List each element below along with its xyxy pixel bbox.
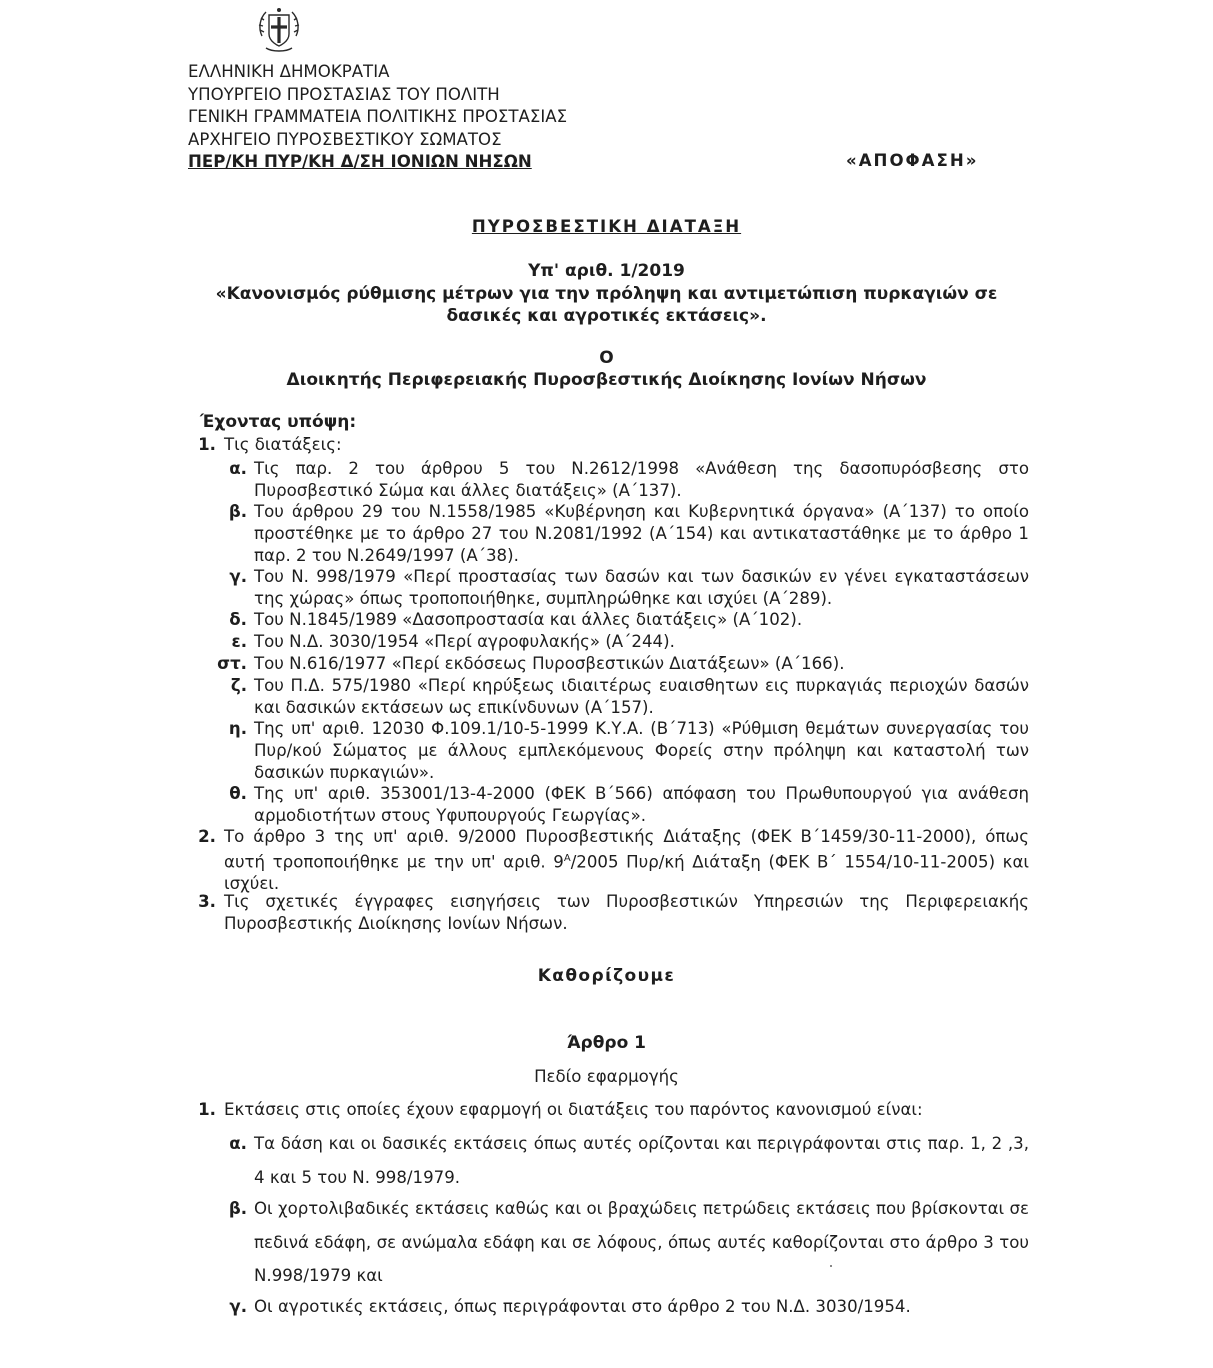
subitem-text: Του Ν.Δ. 3030/1954 «Περί αγροφυλακής» (Α΄244).: [254, 632, 675, 651]
document-subject: [0, 283, 1213, 327]
subject-line: δασικές και αγροτικές εκτάσεις».: [446, 306, 767, 326]
item-text-part: Το άρθρο 3 της υπ' αριθ. 9/2000 Πυροσβεστικής Διάταξης (ΦΕΚ Β΄1459/30-11-2000), όπως αυτή τροποποιήθηκε με την υπ' αριθ. 9: [224, 827, 1029, 872]
directorate-name: ΠΕΡ/ΚΗ ΠΥΡ/ΚΗ Δ/ΣΗ ΙΟΝΙΩΝ ΝΗΣΩΝ: [188, 152, 532, 171]
hellenic-republic-emblem: [256, 6, 302, 56]
document-number: Υπ' αριθ. 1/2019: [528, 261, 685, 281]
item-text: Εκτάσεις στις οποίες έχουν εφαρμογή οι διατάξεις του παρόντος κανονισμού είναι:: [224, 1100, 923, 1119]
item-label: 1.: [198, 435, 216, 454]
subitem-label: θ.: [229, 784, 247, 803]
superscript: Α: [563, 852, 571, 864]
item-text-part: /2005 Πυρ/κή Διάταξη (ΦΕΚ Β΄ 1554/10-11-2005) και ισχύει.: [224, 852, 1030, 894]
subitem-label: β.: [228, 502, 247, 521]
article-o: Ο: [599, 348, 614, 368]
subitem-text: Του Π.Δ. 575/1980 «Περί κηρύξεως ιδιαιτέρως ευαισθητων εις πυρκαγιάς περιοχών δασών και δασικών εκτάσεων ως επικίνδυνων (Α΄157).: [254, 676, 1029, 717]
article-title: Άρθρο 1: [567, 1033, 646, 1053]
subitem-label: ζ.: [230, 676, 247, 695]
subitem-label: γ.: [229, 1297, 247, 1316]
header-line: ΥΠΟΥΡΓΕΙΟ ΠΡΟΣΤΑΣΙΑΣ ΤΟΥ ΠΟΛΙΤΗ: [188, 84, 500, 104]
decide-heading: Καθορίζουμε: [537, 966, 676, 986]
header-line: ΓΕΝΙΚΗ ΓΡΑΜΜΑΤΕΙΑ ΠΟΛΙΤΙΚΗΣ ΠΡΟΣΤΑΣΙΑΣ: [188, 107, 568, 126]
issuer-header: [188, 61, 567, 174]
subitem-label: ε.: [231, 632, 247, 651]
subitem-text: Του άρθρου 29 του Ν.1558/1985 «Κυβέρνηση και Κυβερνητικά όργανα» (Α΄137) το οποίο προστέθηκε με το άρθρο 27 του Ν.2081/1992 (Α΄154) και αντικαταστάθηκε με το άρθρο 1 παρ. 2 του Ν.2649/1997 (Α΄38).: [254, 502, 1029, 565]
header-line: ΑΡΧΗΓΕΙΟ ΠΥΡΟΣΒΕΣΤΙΚΟΥ ΣΩΜΑΤΟΣ: [188, 129, 502, 149]
decision-label: «ΑΠΟΦΑΣΗ»: [846, 151, 979, 170]
commander-title: Διοικητής Περιφερειακής Πυροσβεστικής Διοίκησης Ιονίων Νήσων: [286, 370, 927, 390]
considerations-heading: Έχοντας υπόψη:: [200, 412, 357, 432]
item-label: 3.: [198, 892, 216, 911]
document-title: ΠΥΡΟΣΒΕΣΤΙΚΗ ΔΙΑΤΑΞΗ: [471, 217, 742, 236]
subitem-text: Οι αγροτικές εκτάσεις, όπως περιγράφονται στο άρθρο 2 του Ν.Δ. 3030/1954.: [254, 1297, 911, 1316]
subitem-label: δ.: [229, 610, 247, 629]
subject-line: «Κανονισμός ρύθμισης μέτρων για την πρόληψη και αντιμετώπιση πυρκαγιών σε: [215, 284, 998, 304]
header-line: ΕΛΛΗΝΙΚΗ ΔΗΜΟΚΡΑΤΙΑ: [188, 62, 390, 81]
subitem-label: γ.: [229, 567, 247, 586]
subitem-text: Του Ν.1845/1989 «Δασοπροστασία και άλλες διατάξεις» (Α΄102).: [254, 610, 803, 629]
item-text: Τις διατάξεις:: [224, 435, 342, 454]
subitem-text: Του Ν. 998/1979 «Περί προστασίας των δασών και των δασικών εν γένει εγκαταστάσεων της χώρας» όπως τροποποιήθηκε, συμπληρώθηκε και ισχύει (Α΄289).: [254, 567, 1029, 608]
subitem-label: α.: [229, 1134, 247, 1153]
subitem-label: α.: [229, 459, 247, 478]
subitem-text: Τις παρ. 2 του άρθρου 5 του Ν.2612/1998 «Ανάθεση της δασοπυρόσβεσης στο Πυροσβεστικό Σώμα και άλλες διατάξεις» (Α΄137).: [254, 459, 1029, 500]
item-text: Τις σχετικές έγγραφες εισηγήσεις των Πυροσβεστικών Υπηρεσιών της Περιφερειακής Πυροσβεστικής Διοίκησης Ιονίων Νήσων.: [224, 892, 1029, 933]
subitem-label: η.: [228, 719, 247, 738]
subitem-text: Οι χορτολιβαδικές εκτάσεις καθώς και οι βραχώδεις πετρώδεις εκτάσεις που βρίσκονται σε πεδινά εδάφη, σε ανώμαλα εδάφη και σε λόφους, όπως αυτές καθορίζονται στο άρθρο 3 του Ν.998/1979 και: [254, 1199, 1029, 1286]
subitem-text: Τα δάση και οι δασικές εκτάσεις όπως αυτές ορίζονται και περιγράφονται στις παρ. 1, 2 ,3, 4 και 5 του Ν. 998/1979.: [254, 1134, 1029, 1187]
item-text: [224, 826, 1029, 895]
item-label: 1.: [198, 1100, 216, 1119]
subitem-text: Του Ν.616/1977 «Περί εκδόσεως Πυροσβεστικών Διατάξεων» (Α΄166).: [254, 654, 845, 673]
subitem-text: Της υπ' αριθ. 353001/13-4-2000 (ΦΕΚ Β΄566) απόφαση του Πρωθυπουργού για ανάθεση αρμοδιοτήτων στους Υφυπουργούς Γεωργίας».: [254, 784, 1029, 825]
subitem-text: Της υπ' αριθ. 12030 Φ.109.1/10-5-1999 Κ.Υ.Α. (Β΄713) «Ρύθμιση θεμάτων συνεργασίας του Πυρ/κού Σώματος με άλλους εμπλεκόμενους Φορείς στην πρόληψη και καταστολή των δασικών πυρκαγιών».: [254, 719, 1029, 782]
item-label: 2.: [198, 827, 216, 846]
article-subtitle: Πεδίο εφαρμογής: [534, 1067, 679, 1086]
subitem-label: β.: [228, 1199, 247, 1218]
subitem-label: στ.: [217, 654, 247, 673]
scan-speck: [830, 1265, 832, 1267]
